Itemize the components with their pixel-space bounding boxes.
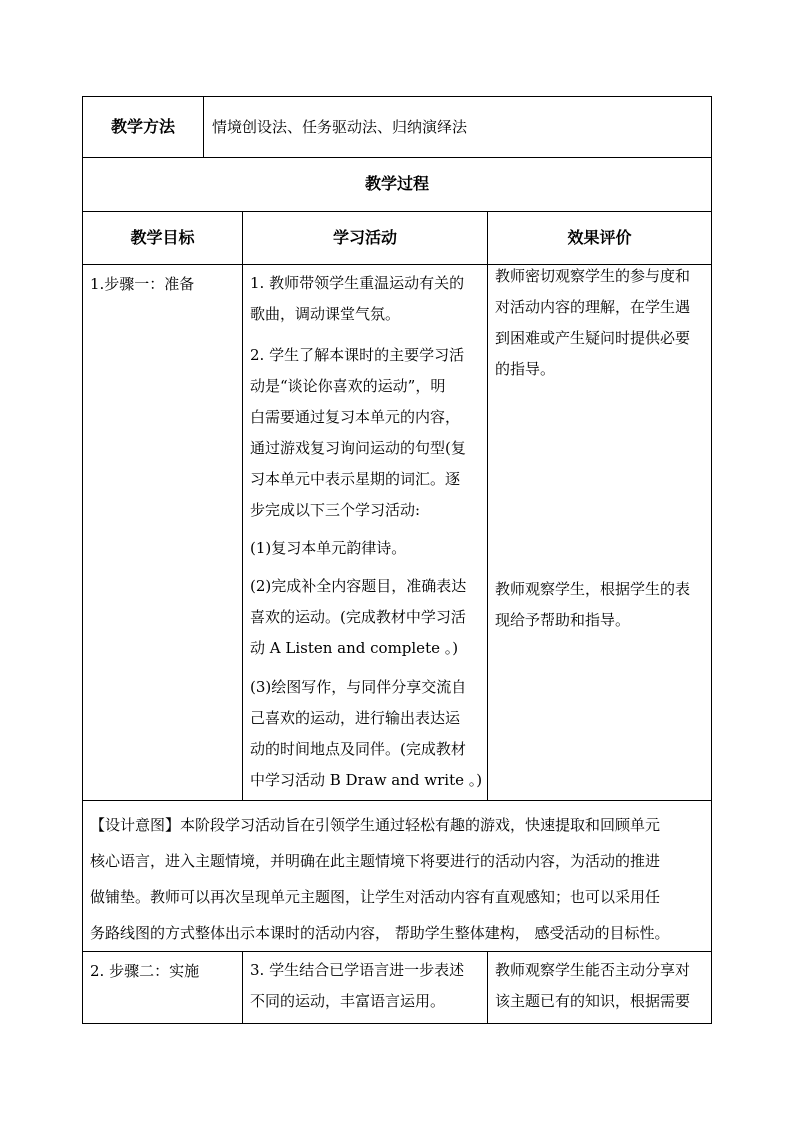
activity-line: 3. 学生结合已学语言进一步表述	[250, 961, 465, 979]
row-divider-step1	[82, 800, 712, 801]
step1-goal: 1.步骤一：准备	[90, 275, 195, 293]
evaluation-line: 对活动内容的理解，在学生遇	[495, 298, 691, 316]
step2-goal: 2. 步骤二：实施	[90, 962, 200, 980]
activity-line: 中学习活动 B Draw and write 。)	[250, 771, 483, 789]
evaluation-line: 现给予帮助和指导。	[495, 611, 631, 629]
activity-line: 不同的运动，丰富语言运用。	[250, 992, 446, 1010]
activity-line: (2)完成补全内容题目，准确表达	[250, 577, 467, 595]
design-intent-line: 核心语言，进入主题情境，并明确在此主题情境下将要进行的活动内容，为活动的推进	[90, 852, 661, 870]
activity-line: (1)复习本单元韵律诗。	[250, 539, 407, 557]
step2-activity	[250, 955, 482, 1017]
step1-activity	[250, 268, 482, 796]
table-border-top	[82, 96, 712, 97]
activity-line: 2. 学生了解本课时的主要学习活	[250, 346, 465, 364]
activity-line: 动是“谈论你喜欢的运动”，明	[250, 377, 446, 395]
evaluation-line: 的指导。	[495, 360, 556, 378]
activity-line: 动的时间地点及同伴。(完成教材	[250, 740, 466, 758]
goal-col-divider	[242, 211, 243, 801]
activity-col-divider	[487, 211, 488, 801]
method-value: 情境创设法、任务驱动法、归纳演绎法	[212, 118, 468, 136]
activity-line: 动 A Listen and complete 。)	[250, 639, 459, 657]
activity-line: 白需要通过复习本单元的内容，	[250, 408, 461, 426]
evaluation-line: 教师密切观察学生的参与度和	[495, 267, 691, 285]
activity-line: 步完成以下三个学习活动:	[250, 501, 421, 519]
evaluation-line: 教师观察学生，根据学生的表	[495, 580, 691, 598]
row-divider-process	[82, 211, 712, 212]
step2-evaluation	[495, 955, 707, 1017]
design-intent-line: 务路线图的方式整体出示本课时的活动内容， 帮助学生整体建构， 感受活动的目标性。	[90, 924, 670, 942]
activity-line: 习本单元中表示星期的词汇。逐	[250, 470, 461, 488]
activity-line: 歌曲，调动课堂气氛。	[250, 305, 401, 323]
activity-line: 喜欢的运动。(完成教材中学习活	[250, 608, 466, 626]
evaluation-line: 该主题已有的知识，根据需要	[495, 992, 691, 1010]
process-title: 教学过程	[364, 174, 429, 193]
activity-line: 通过游戏复习询问运动的句型(复	[250, 439, 466, 457]
row-divider-method	[82, 157, 712, 158]
table-border-right	[711, 96, 712, 1024]
evaluation-line: 教师观察学生能否主动分享对	[495, 961, 691, 979]
header-evaluation: 效果评价	[567, 228, 632, 247]
method-col-divider	[203, 96, 204, 158]
design-intent-line: 【设计意图】本阶段学习活动旨在引领学生通过轻松有趣的游戏，快速提取和回顾单元	[90, 816, 661, 834]
step1-evaluation-2	[495, 574, 707, 636]
step1-evaluation-1	[495, 261, 707, 385]
goal-col-divider-step2	[242, 951, 243, 1024]
table-border-bottom	[82, 1023, 712, 1024]
activity-line: 己喜欢的运动，进行输出表达运	[250, 709, 461, 727]
row-divider-design	[82, 951, 712, 952]
header-goal: 教学目标	[130, 228, 195, 247]
design-intent-line: 做铺垫。教师可以再次呈现单元主题图，让学生对活动内容有直观感知；也可以采用任	[90, 888, 661, 906]
header-activity: 学习活动	[332, 228, 397, 247]
activity-line: 1. 教师带领学生重温运动有关的	[250, 274, 465, 292]
method-label: 教学方法	[110, 117, 175, 136]
activity-line: (3)绘图写作，与同伴分享交流自	[250, 678, 467, 696]
design-intent	[90, 807, 710, 951]
evaluation-line: 到困难或产生疑问时提供必要	[495, 329, 691, 347]
activity-col-divider-step2	[487, 951, 488, 1024]
